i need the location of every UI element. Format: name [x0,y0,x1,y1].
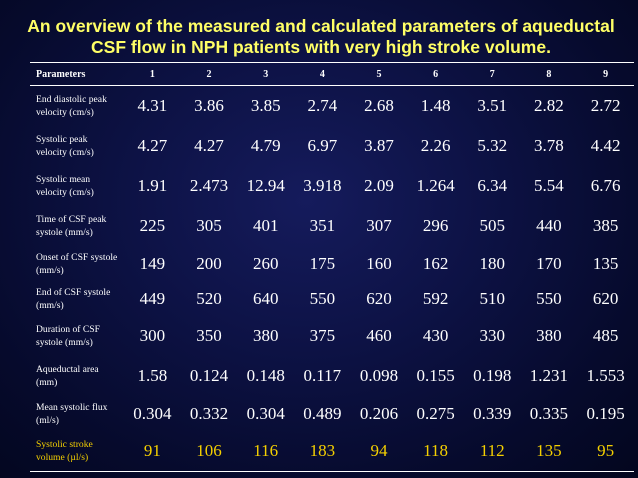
table-cell: 2.09 [364,176,394,195]
table-cell: 0.335 [529,403,569,423]
table-cell: 6.76 [590,176,621,195]
table-cell: 2.72 [590,96,621,115]
table-cell: 3.87 [364,136,394,155]
table-cell: 91 [124,431,181,472]
table-cell: 330 [479,326,505,345]
table-cell: 350 [196,326,222,345]
row-label [30,246,124,281]
table-cell: 550 [309,288,336,308]
table-cell: 1.58 [137,366,168,385]
table-cell: 0.332 [189,403,229,423]
table-cell: 1.48 [420,96,451,115]
table-cell: 112 [464,431,521,472]
table-row [30,396,634,431]
row-label-line: systole (mm/s) [36,337,93,348]
row-label-line: velocity (cm/s) [36,107,94,118]
table-cell: 0.206 [359,403,399,423]
slide-title-line-2: CSF flow in NPH patients with very high stroke volume. [91,37,551,57]
table-cell: 4.27 [194,136,224,155]
row-label-line: Systolic peak [36,134,88,145]
row-label-line: End diastolic peak [36,94,107,105]
row-label-line: (mm/s) [36,299,64,311]
table-cell: 0.489 [303,403,342,423]
table-header-row [30,63,634,86]
table-cell: 225 [139,216,166,235]
table-cell: 380 [536,326,562,345]
header-patient-1: 1 [124,63,181,86]
table-cell: 2.473 [189,176,229,195]
table-cell: 296 [422,216,449,235]
table-cell: 149 [139,253,166,273]
row-label-line: velocity (cm/s) [36,147,94,158]
table-cell: 0.198 [473,366,512,385]
table-cell: 160 [366,253,392,273]
table-cell: 5.32 [477,136,508,155]
table-cell: 550 [536,288,562,308]
header-parameters: Parameters [30,63,124,86]
table-cell: 180 [479,253,505,273]
table-cell: 94 [351,431,408,472]
table-row [30,86,634,127]
table-cell: 95 [577,431,634,472]
table-cell: 505 [479,216,505,235]
table-cell: 183 [294,431,351,472]
row-label-line: (mm/s) [36,264,64,276]
table-cell: 175 [309,253,336,273]
row-label-line: volume (µl/s) [36,452,89,463]
table-row [30,356,634,396]
table-cell: 620 [592,288,619,308]
table-cell: 0.339 [473,403,512,423]
table-cell: 6.34 [477,176,508,195]
header-patient-2: 2 [181,63,238,86]
table-cell: 640 [252,288,279,308]
row-label [30,316,124,356]
table-cell: 430 [422,326,449,345]
row-label [30,166,124,206]
table-cell: 12.94 [246,176,285,195]
header-patient-9: 9 [577,63,634,86]
table-cell: 135 [521,431,578,472]
header-patient-6: 6 [407,63,464,86]
row-label-line: Time of CSF peak [36,214,107,225]
row-label-line: Duration of CSF [36,324,100,335]
table-cell: 4.42 [590,136,621,155]
row-label-line: (ml/s) [36,414,59,426]
table-cell: 510 [479,288,505,308]
table-cell: 307 [366,216,392,235]
table-cell: 1.264 [416,176,455,195]
table-cell: 305 [196,216,222,235]
table-cell: 3.918 [303,176,342,195]
row-label-line: velocity (cm/s) [36,187,94,198]
row-label-line: Systolic mean [36,174,91,185]
row-label-line: Aqueductal area [36,364,99,375]
table-cell: 0.117 [303,366,342,385]
table-cell: 3.78 [534,136,564,155]
table-row [30,206,634,246]
row-label-line: (mm) [36,377,58,388]
table-cell: 5.54 [534,176,564,195]
table-cell: 0.155 [416,366,455,385]
header-patient-4: 4 [294,63,351,86]
table-cell: 170 [536,253,562,273]
table-cell: 3.85 [250,96,281,115]
table-cell: 116 [237,431,294,472]
table-cell: 106 [181,431,238,472]
row-label [30,206,124,246]
row-label-line: End of CSF systole [36,286,111,298]
header-patient-5: 5 [351,63,408,86]
table-cell: 0.098 [359,366,399,385]
table-cell: 385 [592,216,619,235]
table-cell: 6.97 [307,136,338,155]
table-cell: 380 [252,326,279,345]
table-cell: 4.79 [250,136,281,155]
table-cell: 4.27 [137,136,168,155]
table-cell: 440 [536,216,562,235]
table-cell: 485 [592,326,619,345]
row-label [30,431,124,472]
table-cell: 162 [422,253,449,273]
table-cell: 0.304 [133,403,172,423]
table-row [30,316,634,356]
table-cell: 0.275 [416,403,455,423]
parameters-table [30,62,634,472]
table-cell: 1.91 [137,176,168,195]
table-cell: 2.74 [307,96,338,115]
row-label [30,281,124,316]
table-cell: 135 [592,253,619,273]
table-cell: 592 [422,288,449,308]
table-cell: 0.304 [246,403,285,423]
table-cell: 3.51 [477,96,508,115]
row-label-line: Onset of CSF systole [36,251,118,263]
table-cell: 118 [407,431,464,472]
table-cell: 620 [366,288,392,308]
row-label-line: Systolic stroke [36,439,93,450]
table-cell: 2.26 [420,136,451,155]
header-patient-3: 3 [237,63,294,86]
table-cell: 260 [252,253,279,273]
table-cell: 449 [139,288,166,308]
table-cell: 1.553 [586,366,625,385]
slide-title [6,16,636,58]
table-cell: 200 [196,253,222,273]
row-label-line: systole (mm/s) [36,227,93,238]
row-label-line: Mean systolic flux [36,401,108,413]
slide-title-line-1: An overview of the measured and calculated parameters of aqueductal [27,16,615,36]
header-patient-7: 7 [464,63,521,86]
table-cell: 375 [309,326,336,345]
table-cell: 2.82 [534,96,564,115]
table-cell: 401 [252,216,279,235]
row-label [30,356,124,396]
table-row [30,281,634,316]
table-cell: 0.195 [586,403,625,423]
table-row [30,166,634,206]
table-cell: 460 [366,326,392,345]
table-row [30,246,634,281]
table-cell: 520 [196,288,222,308]
table-row [30,126,634,166]
table-cell: 351 [309,216,336,235]
table-cell: 1.231 [529,366,569,385]
table-cell: 0.124 [189,366,229,385]
table-cell: 4.31 [137,96,168,115]
row-label [30,396,124,431]
table-row [30,431,634,472]
table-cell: 300 [139,326,166,345]
table-cell: 3.86 [194,96,224,115]
table-body [30,86,634,472]
table-cell: 0.148 [246,366,285,385]
table-cell: 2.68 [364,96,394,115]
header-patient-8: 8 [521,63,578,86]
row-label [30,126,124,166]
row-label [30,86,124,127]
